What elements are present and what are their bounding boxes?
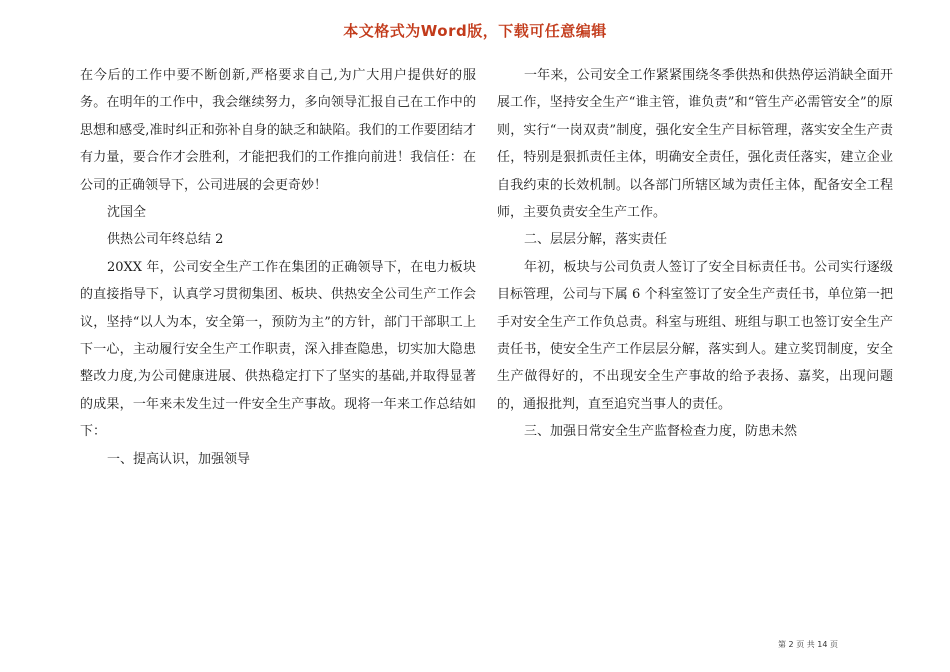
document-subtitle: 供热公司年终总结 2 <box>107 232 224 248</box>
paragraph-closing: 在今后的工作中要不断创新,严格要求自己,为广大用户提供好的服务。在明年的工作中，我会继续努力，多向领导汇报自己在工作中的思想和感受,准时纠正和弥补自身的缺乏和缺陷。我们的工作要团结才有力量，要合作才会胜利，才能把我们的工作推向前进！我信任：在公司的正确领导下，公司进展的会更奇妙！ <box>80 68 476 193</box>
page-number: 第 2 页 共 14 页 <box>778 640 838 649</box>
left-column <box>80 62 476 473</box>
section-heading-3: 三、加强日常安全生产监督检查力度，防患未然 <box>524 424 798 440</box>
paragraph-signature: 沈国全 <box>107 205 147 221</box>
paragraph-section-2-body: 年初，板块与公司负责人签订了安全目标责任书。公司实行逐级目标管理，公司与下属 6 个科室签订了安全生产责任书，单位第一把手对安全生产工作负总责。科室与班组、班组与职工也签订安全生产责任书，使安全生产工作层层分解，落实到人。建立奖罚制度，安全生产做得好的，不出现安全生产事故的给予表扬、嘉奖，出现问题的，通报批判，直至追究当事人的责任。 <box>497 259 893 412</box>
right-column <box>497 62 893 446</box>
paragraph-intro: 20XX 年，公司安全生产工作在集团的正确领导下，在电力板块的直接指导下，认真学习贯彻集团、板块、供热安全公司生产工作会议，坚持“以人为本，安全第一，预防为主”的方针，部门干部职工上下一心，主动履行安全生产工作职责，深入排查隐患，切实加大隐患整改力度,为公司健康进展、供热稳定打下了坚实的基础,并取得显著的成果，一年来未发生过一件安全生产事故。现将一年来工作总结如下： <box>80 259 476 440</box>
section-heading-2: 二、层层分解，落实责任 <box>524 232 668 248</box>
paragraph-section-1-body: 一年来，公司安全工作紧紧围绕冬季供热和供热停运消缺全面开展工作，坚持安全生产“谁主管，谁负责”和“管生产必需管安全”的原则，实行“一岗双责”制度，强化安全生产目标管理，落实安全生产责任，特别是狠抓责任主体，明确安全责任，强化责任落实，建立企业自我约束的长效机制。以各部门所辖区域为责任主体，配备安全工程师，主要负责安全生产工作。 <box>497 68 893 221</box>
section-heading-1: 一、提高认识，加强领导 <box>107 451 251 467</box>
document-banner: 本文格式为Word版，下载可任意编辑 <box>343 22 607 40</box>
